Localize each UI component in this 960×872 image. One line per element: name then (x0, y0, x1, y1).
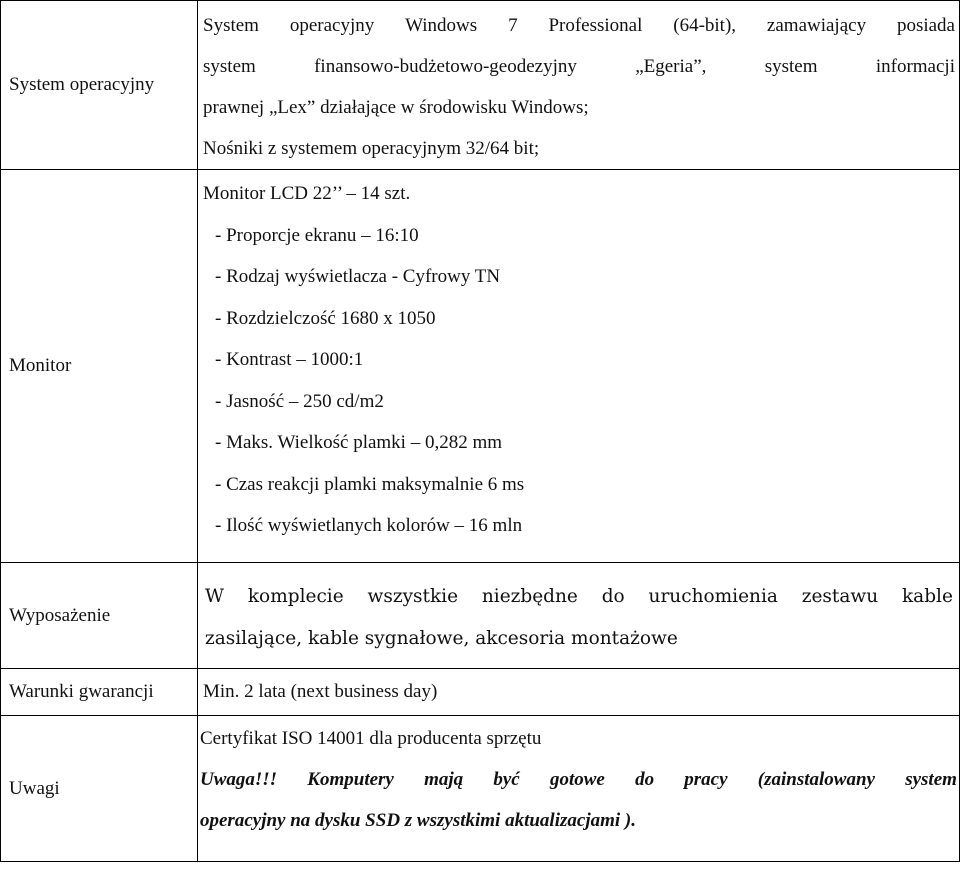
justified-line: System operacyjny Windows 7 Professional (64-bit), zamawiający posiada (203, 15, 955, 36)
row-notes (1, 716, 960, 862)
spec-item: - Czas reakcji plamki maksymalnie 6 ms (215, 473, 525, 495)
justified-line: system finansowo-budżetowo-geodezyjny „Egeria”, system informacji (203, 56, 955, 77)
spec-item: - Proporcje ekranu – 16:10 (215, 224, 419, 246)
row-label: System operacyjny (1, 1, 198, 170)
row-label: Warunki gwarancji (1, 669, 198, 716)
row-label: Uwagi (1, 716, 198, 862)
row-warranty (1, 669, 960, 716)
row-label: Wyposażenie (1, 563, 198, 669)
text-line: prawnej „Lex” działające w środowisku Windows; (203, 97, 589, 118)
spec-item: - Rodzaj wyświetlacza - Cyfrowy TN (215, 266, 501, 287)
row-value (198, 1, 960, 170)
row-label: Monitor (1, 170, 198, 563)
row-value (198, 716, 960, 862)
row-operating-system (1, 1, 960, 170)
justified-line: Uwaga!!! Komputery mają być gotowe do pracy (zainstalowany system (200, 769, 957, 790)
text-line: zasilające, kable sygnałowe, akcesoria montażowe (205, 628, 678, 649)
monitor-heading: Monitor LCD 22’’ – 14 szt. (203, 183, 411, 204)
spec-item: - Ilość wyświetlanych kolorów – 16 mln (215, 515, 523, 536)
row-monitor (1, 170, 960, 563)
row-value: Min. 2 lata (next business day) (198, 669, 960, 716)
text-line: operacyjny na dysku SSD z wszystkimi aktualizacjami ). (200, 810, 636, 831)
spec-item: - Kontrast – 1000:1 (215, 349, 364, 370)
row-value (198, 563, 960, 669)
row-value (198, 170, 960, 563)
text-line: Nośniki z systemem operacyjnym 32/64 bit; (203, 138, 540, 159)
spec-item: - Jasność – 250 cd/m2 (215, 390, 384, 412)
text-line: Certyfikat ISO 14001 dla producenta sprzętu (200, 728, 542, 749)
spec-item: - Rozdzielczość 1680 x 1050 (215, 307, 436, 329)
spec-item: - Maks. Wielkość plamki – 0,282 mm (215, 432, 503, 453)
justified-line: W komplecie wszystkie niezbędne do uruchomienia zestawu kable (205, 586, 953, 607)
row-equipment (1, 563, 960, 669)
